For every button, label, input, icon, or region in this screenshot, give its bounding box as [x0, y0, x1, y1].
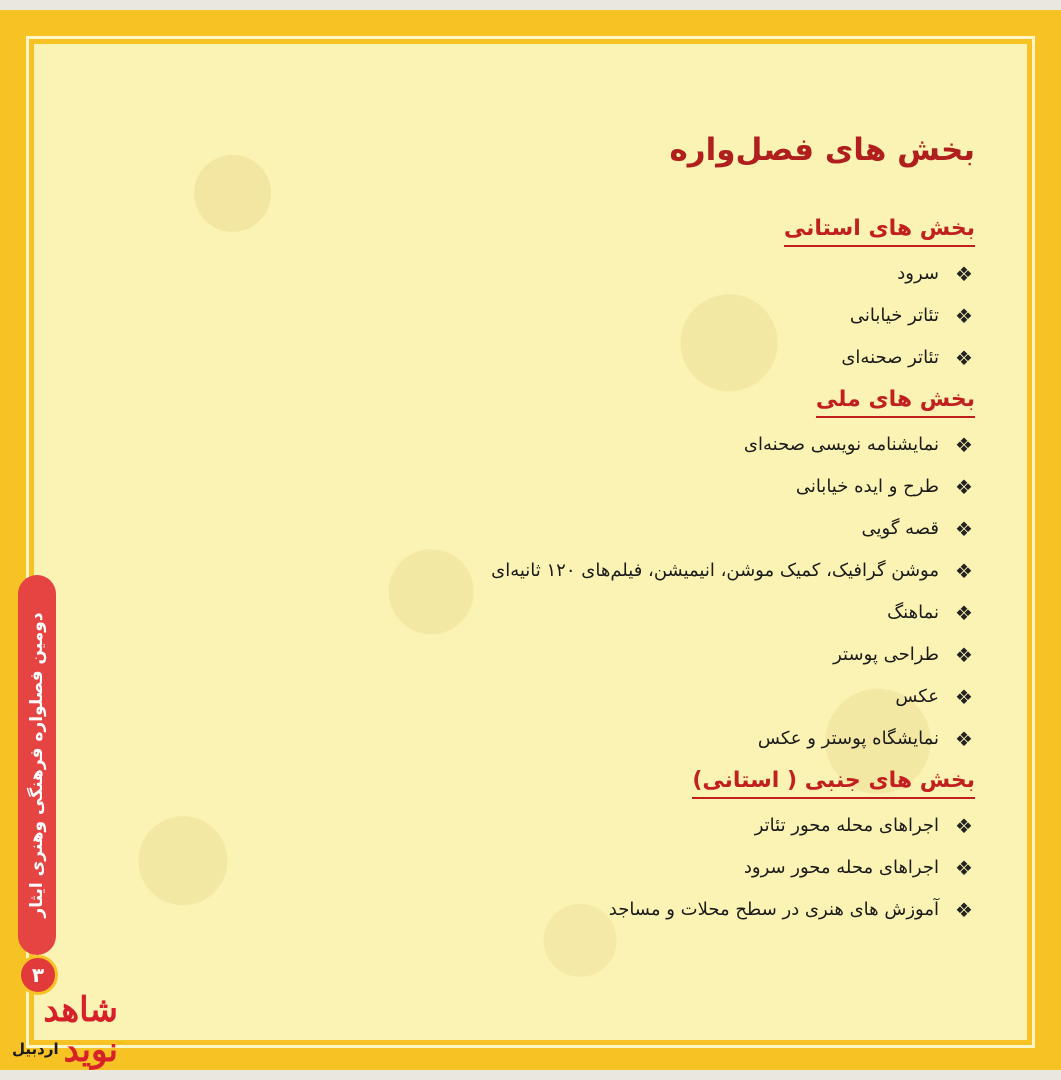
list-item — [491, 718, 975, 760]
bullet-icon: ❖ — [955, 304, 973, 328]
list-item — [491, 634, 975, 676]
bullet-icon: ❖ — [955, 856, 973, 880]
item-text: سرود — [897, 263, 939, 284]
page-number: ۳ — [18, 955, 58, 995]
logo-text: شاهد نوید — [43, 990, 118, 1070]
item-text: طراحی پوستر — [833, 644, 939, 665]
section-provincial — [491, 216, 975, 379]
bullet-icon: ❖ — [955, 559, 973, 583]
item-text: نمایشگاه پوستر و عکس — [757, 728, 939, 749]
list-item — [491, 295, 975, 337]
item-text: عکس — [895, 686, 939, 707]
content — [491, 130, 975, 939]
bullet-icon: ❖ — [955, 262, 973, 286]
item-text: اجراهای محله محور سرود — [743, 857, 939, 878]
item-text: طرح و ایده خیابانی — [795, 476, 939, 497]
bullet-icon: ❖ — [955, 433, 973, 457]
item-text: تئاتر خیابانی — [849, 305, 939, 326]
item-text: تئاتر صحنه‌ای — [841, 347, 939, 368]
list-item — [491, 847, 975, 889]
paper-background — [34, 44, 1027, 1040]
section-title: بخش های ملی — [816, 387, 975, 418]
item-list — [491, 424, 975, 760]
bullet-icon: ❖ — [955, 685, 973, 709]
item-list — [491, 805, 975, 931]
item-text: نماهنگ — [887, 602, 939, 623]
bullet-icon: ❖ — [955, 601, 973, 625]
list-item — [491, 550, 975, 592]
bullet-icon: ❖ — [955, 727, 973, 751]
bullet-icon: ❖ — [955, 475, 973, 499]
list-item — [491, 805, 975, 847]
list-item — [491, 592, 975, 634]
section-title: بخش های استانی — [784, 216, 975, 247]
item-text: آموزش های هنری در سطح محلات و مساجد — [608, 899, 939, 920]
section-title: بخش های جنبی ( استانی) — [692, 768, 975, 799]
list-item — [491, 424, 975, 466]
item-text: موشن گرافیک، کمیک موشن، انیمیشن، فیلم‌های ۱۲۰ ثانیه‌ای — [491, 560, 939, 581]
list-item — [491, 337, 975, 379]
item-text: نمایشنامه نویسی صحنه‌ای — [743, 434, 939, 455]
bullet-icon: ❖ — [955, 643, 973, 667]
bullet-icon: ❖ — [955, 517, 973, 541]
logo-subtext: اردبیل — [12, 1040, 59, 1058]
section-side — [491, 768, 975, 931]
list-item — [491, 508, 975, 550]
bullet-icon: ❖ — [955, 898, 973, 922]
bullet-icon: ❖ — [955, 346, 973, 370]
logo — [8, 990, 118, 1070]
section-national — [491, 387, 975, 760]
list-item — [491, 676, 975, 718]
list-item — [491, 889, 975, 931]
list-item — [491, 466, 975, 508]
item-text: قصه گویی — [861, 518, 939, 539]
item-list — [491, 253, 975, 379]
side-label: دومین فصلواره فرهنگی وهنری ایثار — [27, 612, 47, 918]
bullet-icon: ❖ — [955, 814, 973, 838]
item-text: اجراهای محله محور تئاتر — [754, 815, 939, 836]
page-title: بخش های فصل‌واره — [669, 132, 975, 168]
list-item — [491, 253, 975, 295]
